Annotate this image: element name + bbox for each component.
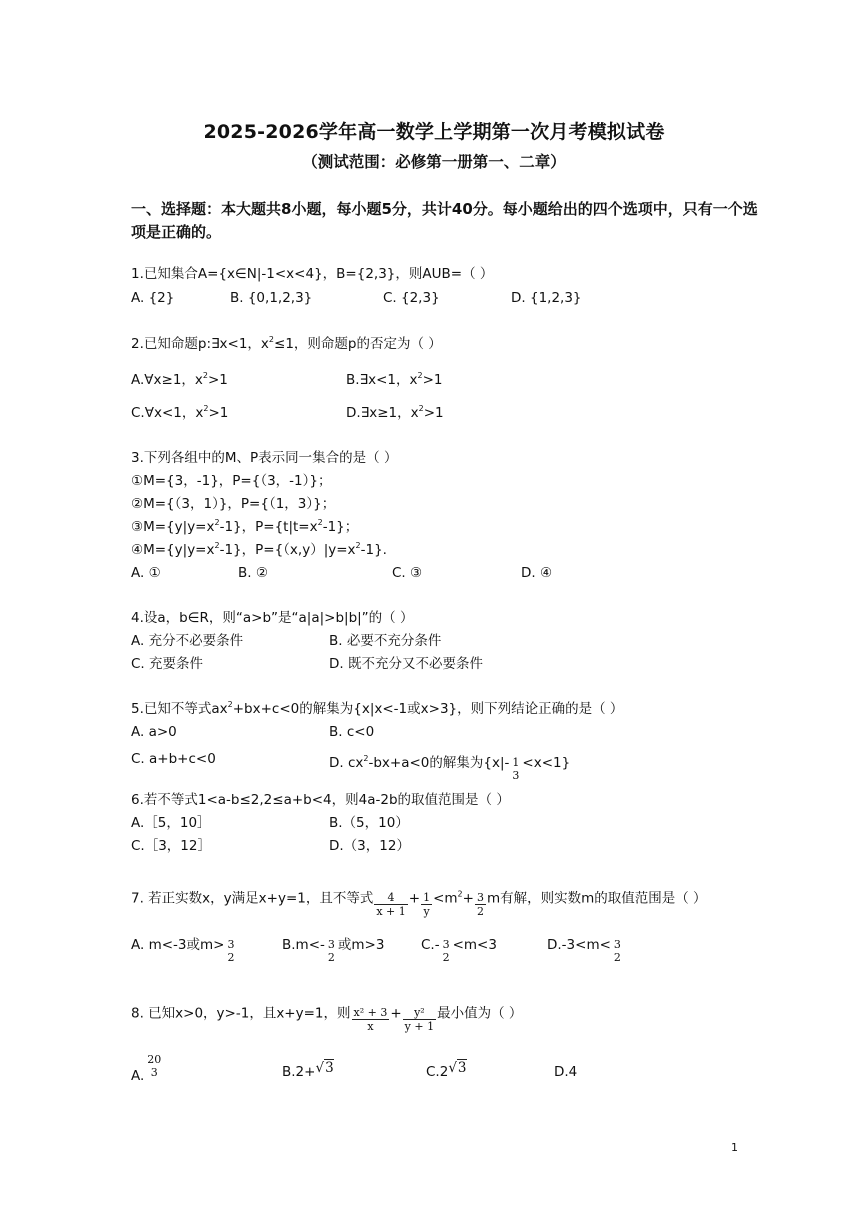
q2-option-a: A.∀x≥1，$x^2>1$ [131, 371, 228, 388]
q3-option-a: A. ① [131, 565, 161, 581]
q3-item-1: ①M={3，-1}，P={（3，-1）}； [131, 473, 332, 489]
fraction: 3 2 [227, 938, 235, 964]
q8-option-d: D.4 [554, 1064, 578, 1080]
q6-option-a: A.［5，10］ [131, 815, 211, 831]
fraction: $\frac{\text{y²}}{y + 1}$ [404, 1006, 435, 1033]
fraction: $\frac{\text{x² + 3}}{x}$ [353, 1006, 388, 1033]
q2-option-c: C.∀x<1，$x^2>1$ [131, 404, 229, 421]
sqrt-symbol: √3 [315, 1060, 334, 1076]
q3-item-4: $④M=\{y|y=x^2-1\}$，$P=\{(x,y)|y=x^2-1\}$. [131, 541, 387, 558]
q5-option-a: A. a>0 [131, 724, 177, 740]
q6-option-d: D.（3，12） [329, 838, 410, 854]
fraction: 3 2 [442, 938, 450, 964]
q2-option-b: B.∃x<1，$x^2>1$ [346, 371, 443, 388]
fraction: $\frac{3}{2}$ [476, 891, 484, 918]
q6-option-c: C.［3，12］ [131, 838, 211, 854]
exam-subtitle: （测试范围：必修第一册第一、二章） [302, 153, 566, 171]
q3-stem: 3.下列各组中的M、P表示同一集合的是（ ） [131, 450, 398, 466]
q4-option-c: C. 充要条件 [131, 656, 204, 672]
q7-option-a: A. m<-3或m> 3 2 [131, 937, 235, 964]
q8-option-b: B.2+√3 [282, 1060, 334, 1080]
q2-option-d: D.∃x≥1，$x^2>1$ [346, 404, 444, 421]
q7-option-b: B.m<- 3 2 或m>3 [282, 937, 385, 964]
q8-option-a: A. 20 3 [131, 1053, 162, 1084]
q7-stem: 7. 若正实数x，y满足x+y=1，且不等式 $\frac{4}{x + 1}$ + $\frac{1}{y}$ $<m^2+$ $\frac{3}{2}$ m有解，则实数m的取值范围是（ ） [131, 889, 707, 918]
q1-option-b: B. {0,1,2,3} [230, 290, 313, 306]
fraction: $\frac{4}{x + 1}$ [376, 891, 406, 918]
q4-option-a: A. 充分不必要条件 [131, 633, 244, 649]
q4-stem: 4.设a，b∈R，则“a>b”是“a|a|>b|b|”的（ ） [131, 610, 414, 626]
sqrt-symbol: √3 [448, 1060, 467, 1076]
q8-option-c: C.2√3 [426, 1060, 467, 1080]
q1-stem: 1.已知集合A={x∈N|-1<x<4}，B={2,3}，则AUB=（ ） [131, 266, 494, 282]
q7-option-c: C.- 3 2 <m<3 [421, 937, 497, 964]
fraction: 20 3 [147, 1053, 162, 1079]
q3-option-b: B. ② [238, 565, 268, 581]
q3-item-3: $③M=\{y|y=x^2-1\}$，$P=\{t|t=x^2-1\}$； [131, 518, 359, 535]
section-heading: 一、选择题：本大题共8小题，每小题5分，共计40分。每小题给出的四个选项中，只有一个选项是正确的。 [131, 200, 758, 241]
fraction: 3 2 [327, 938, 335, 964]
fraction: $\frac{1}{y}$ [423, 891, 431, 918]
exam-title: 2025-2026学年高一数学上学期第一次月考模拟试卷 [203, 121, 665, 143]
q1-option-c: C. {2,3} [383, 290, 440, 306]
q4-option-d: D. 既不充分又不必要条件 [329, 656, 483, 672]
fraction: 1 3 [512, 756, 520, 782]
q5-option-d: D. $cx^2-bx+a<0$的解集为{x|- 1 3 <x<1} [329, 754, 571, 782]
q6-option-b: B.（5，10） [329, 815, 409, 831]
q5-option-c: C. a+b+c<0 [131, 751, 216, 767]
q7-option-d: D.-3<m< 3 2 [547, 937, 621, 964]
page-number: 1 [731, 1141, 738, 1154]
q3-item-2: ②M={（3，1）}，P={（1，3）}； [131, 496, 336, 512]
q3-option-d: D. ④ [521, 565, 553, 581]
q8-stem: 8. 已知x>0，y>-1，且x+y=1，则 $\frac{\text{x² + 3}}{x}$ + $\frac{\text{y²}}{y + 1}$ 最小值为（ ） [131, 1005, 523, 1033]
q4-option-b: B. 必要不充分条件 [329, 633, 442, 649]
q2-stem: 2.已知命题p:∃x<1，$x^2\le 1$，则命题p的否定为（ ） [131, 335, 442, 352]
q5-option-b: B. c<0 [329, 724, 375, 740]
q1-option-a: A. {2} [131, 290, 175, 306]
q1-option-d: D. {1,2,3} [511, 290, 582, 306]
q5-stem: 5.已知不等式$ax^2+bx+c<0$的解集为{x|x<-1或x>3}，则下列结论正确的是（ ） [131, 700, 624, 717]
q3-option-c: C. ③ [392, 565, 423, 581]
q6-stem: 6.若不等式1<a-b≤2,2≤a+b<4，则4a-2b的取值范围是（ ） [131, 792, 510, 808]
fraction: 3 2 [613, 938, 621, 964]
